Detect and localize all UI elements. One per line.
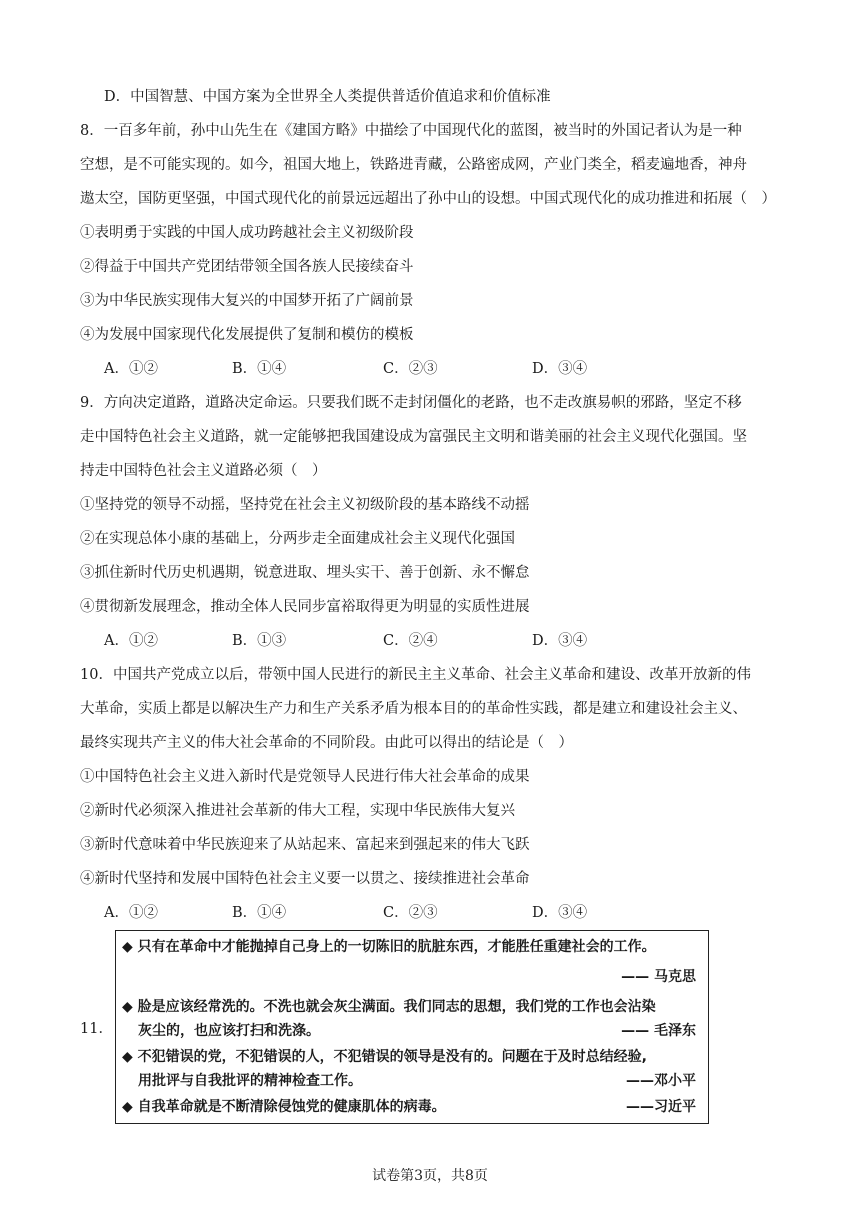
- q9-stem-line-1: 9．方向决定道路，道路决定命运。只要我们既不走封闭僵化的老路，也不走改旗易帜的邪路，坚定不移: [80, 395, 742, 411]
- q10-option-b[interactable]: B．①④: [232, 905, 287, 921]
- q10-item-2: ②新时代必须深入推进社会革新的伟大工程，实现中华民族伟大复兴: [80, 803, 515, 819]
- q8-item-4: ④为发展中国家现代化发展提供了复制和模仿的模板: [80, 327, 414, 343]
- q9-item-2: ②在实现总体小康的基础上，分两步走全面建成社会主义现代化强国: [80, 531, 515, 547]
- q9-item-4: ④贯彻新发展理念，推动全体人民同步富裕取得更为明显的实质性进展: [80, 599, 530, 615]
- quote-marx-text: ◆ 只有在革命中才能抛掉自己身上的一切陈旧的肮脏东西，才能胜任重建社会的工作。: [122, 939, 656, 955]
- q9-option-a[interactable]: A．①②: [104, 633, 158, 649]
- q8-stem-line-1: 8．一百多年前，孙中山先生在《建国方略》中描绘了中国现代化的蓝图，被当时的外国记者认为是一种: [80, 123, 742, 139]
- q9-option-d[interactable]: D．③④: [532, 633, 588, 649]
- q7-option-d: D．中国智慧、中国方案为全世界全人类提供普适价值追求和价值标准: [104, 89, 551, 105]
- q9-option-b[interactable]: B．①③: [232, 633, 287, 649]
- q10-option-c[interactable]: C．②③: [383, 905, 438, 921]
- quote-xi-text: ◆ 自我革命就是不断清除侵蚀党的健康肌体的病毒。: [122, 1099, 446, 1115]
- q8-option-c[interactable]: C．②③: [383, 361, 438, 377]
- q8-option-b[interactable]: B．①④: [232, 361, 287, 377]
- q10-option-a[interactable]: A．①②: [104, 905, 158, 921]
- q8-item-2: ②得益于中国共产党团结带领全国各族人民接续奋斗: [80, 259, 414, 275]
- q10-item-4: ④新时代坚持和发展中国特色社会主义要一以贯之、接续推进社会革命: [80, 871, 530, 887]
- q10-item-1: ①中国特色社会主义进入新时代是党领导人民进行伟大社会革命的成果: [80, 769, 530, 785]
- q10-item-3: ③新时代意味着中华民族迎来了从站起来、富起来到强起来的伟大飞跃: [80, 837, 530, 853]
- quote-deng-author: ——邓小平: [626, 1073, 696, 1089]
- quote-deng-line-1: ◆ 不犯错误的党，不犯错误的人，不犯错误的领导是没有的。问题在于及时总结经验,: [122, 1049, 647, 1065]
- q9-stem-line-2: 走中国特色社会主义道路，就一定能够把我国建设成为富强民主文明和谐美丽的社会主义现代化强国。坚: [80, 429, 747, 445]
- q9-item-1: ①坚持党的领导不动摇，坚持党在社会主义初级阶段的基本路线不动摇: [80, 497, 530, 513]
- q8-stem-line-3: 遨太空，国防更坚强，中国式现代化的前景远远超出了孙中山的设想。中国式现代化的成功推进和拓展（ ）: [80, 191, 776, 207]
- q10-option-d[interactable]: D．③④: [532, 905, 588, 921]
- q10-stem-line-2: 大革命，实质上都是以解决生产力和生产关系矛盾为根本目的的革命性实践，都是建立和建设社会主义、: [80, 701, 747, 717]
- page-footer: 试卷第3页，共8页: [372, 1168, 488, 1184]
- q10-stem-line-3: 最终实现共产主义的伟大社会革命的不同阶段。由此可以得出的结论是（ ）: [80, 735, 573, 751]
- q8-option-d[interactable]: D．③④: [532, 361, 588, 377]
- q8-option-a[interactable]: A．①②: [104, 361, 158, 377]
- quote-deng-line-2: 用批评与自我批评的精神检查工作。: [138, 1073, 362, 1089]
- q11-quote-box: [115, 930, 709, 1124]
- q10-stem-line-1: 10．中国共产党成立以后，带领中国人民进行的新民主主义革命、社会主义革命和建设、改革开放新的伟: [80, 667, 751, 683]
- quote-mao-line-1: ◆ 脸是应该经常洗的。不洗也就会灰尘满面。我们同志的思想，我们党的工作也会沾染: [122, 999, 656, 1015]
- q9-option-c[interactable]: C．②④: [383, 633, 438, 649]
- quote-mao-line-2: 灰尘的，也应该打扫和洗涤。: [138, 1023, 320, 1039]
- quote-marx-author: —— 马克思: [621, 969, 696, 985]
- quote-mao-author: —— 毛泽东: [621, 1023, 696, 1039]
- q11-number: 11．: [80, 1021, 113, 1037]
- q8-item-1: ①表明勇于实践的中国人成功跨越社会主义初级阶段: [80, 225, 414, 241]
- q9-stem-line-3: 持走中国特色社会主义道路必须（ ）: [80, 463, 327, 479]
- q8-stem-line-2: 空想，是不可能实现的。如今，祖国大地上，铁路进青藏，公路密成网，产业门类全，稻麦遍地香，神舟: [80, 157, 747, 173]
- q8-item-3: ③为中华民族实现伟大复兴的中国梦开拓了广阔前景: [80, 293, 414, 309]
- q9-item-3: ③抓住新时代历史机遇期，锐意进取、埋头实干、善于创新、永不懈怠: [80, 565, 530, 581]
- quote-xi-author: ——习近平: [626, 1099, 696, 1115]
